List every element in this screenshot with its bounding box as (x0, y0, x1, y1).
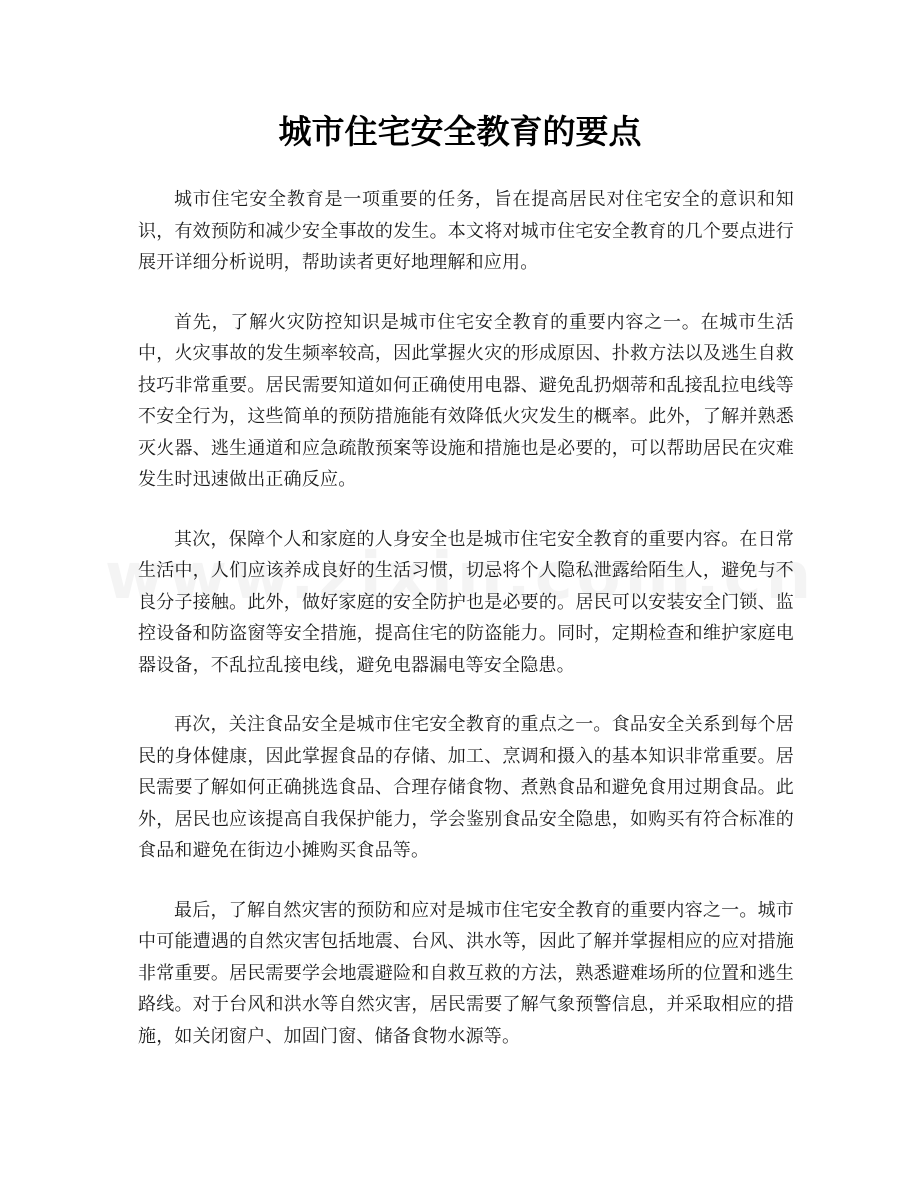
paragraph-natural-disasters: 最后，了解自然灾害的预防和应对是城市住宅安全教育的重要内容之一。城市中可能遭遇的自然灾害包括地震、台风、洪水等，因此了解并掌握相应的应对措施非常重要。居民需要学会地震避险和自救互救的方法，熟悉避难场所的位置和逃生路线。对于台风和洪水等自然灾害，居民需要了解气象预警信息，并采取相应的措施，如关闭窗户、加固门窗、储备食物水源等。 (138, 899, 794, 1047)
page-title: 城市住宅安全教育的要点 (278, 112, 642, 151)
paragraph-food-safety: 再次，关注食品安全是城市住宅安全教育的重点之一。食品安全关系到每个居民的身体健康，因此掌握食品的存储、加工、烹调和摄入的基本知识非常重要。居民需要了解如何正确挑选食品、合理存储食物、煮熟食品和避免食用过期食品。此外，居民也应该提高自我保护能力，学会鉴别食品安全隐患，如购买有符合标准的食品和避免在街边小摊购买食品等。 (138, 714, 794, 861)
paragraph-fire-safety: 首先，了解火灾防控知识是城市住宅安全教育的重要内容之一。在城市生活中，火灾事故的发生频率较高，因此掌握火灾的形成原因、扑救方法以及逃生自救技巧非常重要。居民需要知道如何正确使用电器、避免乱扔烟蒂和乱接乱拉电线等不安全行为，这些简单的预防措施能有效降低火灾发生的概率。此外，了解并熟悉灭火器、逃生通道和应急疏散预案等设施和措施也是必要的，可以帮助居民在灾难发生时迅速做出正确反应。 (138, 311, 794, 490)
document-body (138, 184, 794, 1080)
paragraph-intro: 城市住宅安全教育是一项重要的任务，旨在提高居民对住宅安全的意识和知识，有效预防和减少安全事故的发生。本文将对城市住宅安全教育的几个要点进行展开详细分析说明，帮助读者更好地理解和应用。 (138, 189, 794, 273)
paragraph-personal-safety: 其次，保障个人和家庭的人身安全也是城市住宅安全教育的重要内容。在日常生活中，人们应该养成良好的生活习惯，切忌将个人隐私泄露给陌生人，避免与不良分子接触。此外，做好家庭的安全防护也是必要的。居民可以安装安全门锁、监控设备和防盗窗等安全措施，提高住宅的防盗能力。同时，定期检查和维护家庭电器设备，不乱拉乱接电线，避免电器漏电等安全隐患。 (138, 528, 794, 676)
